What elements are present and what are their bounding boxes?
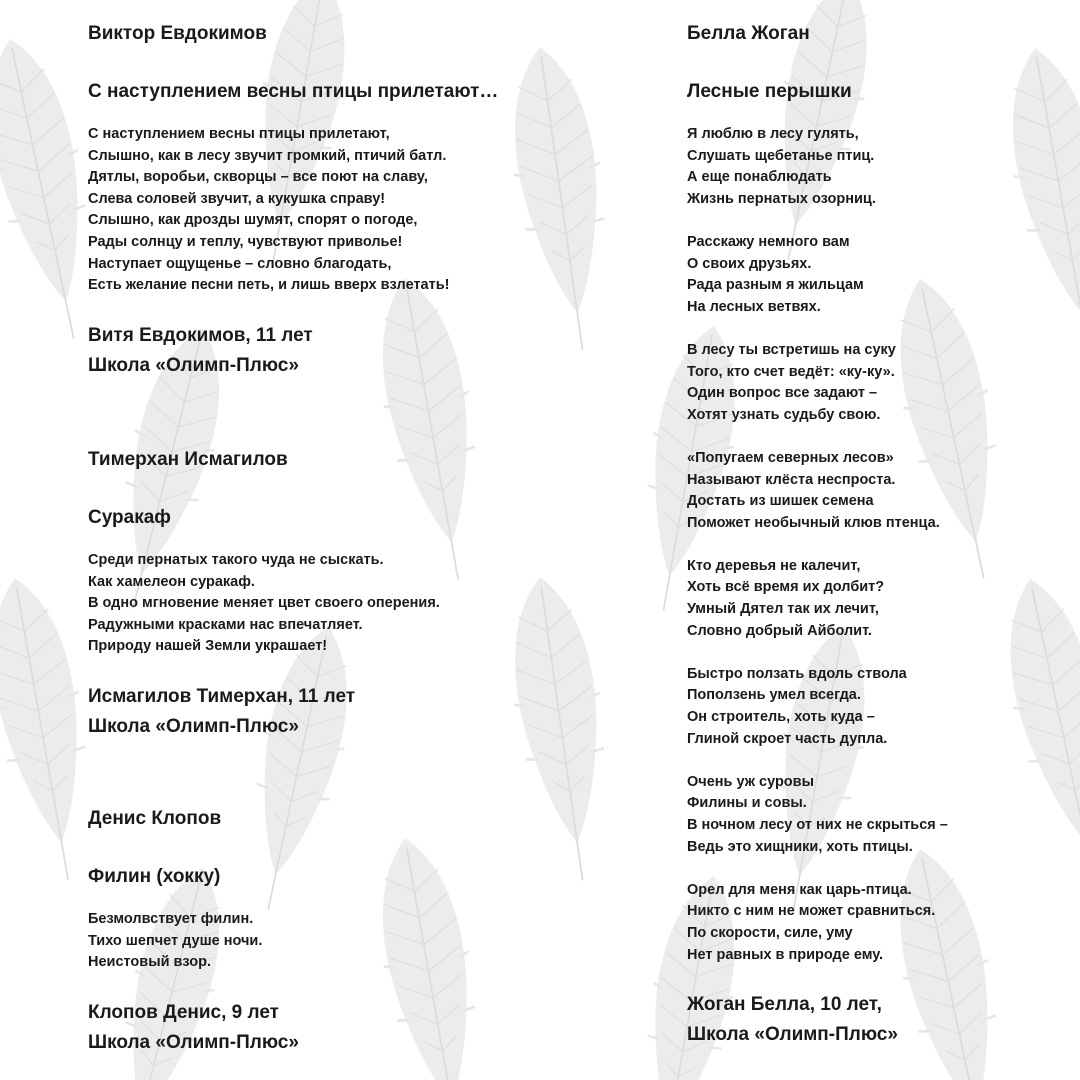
poem-signature xyxy=(687,990,1067,1050)
poem-author: Тимерхан Исмагилов xyxy=(88,449,288,470)
poem-line: Поползень умел всегда. xyxy=(687,687,861,704)
poem-line: Природу нашей Земли украшает! xyxy=(88,638,328,655)
poem-line: Орел для меня как царь-птица. xyxy=(687,881,912,898)
poem-line: Хотят узнать судьбу свою. xyxy=(687,406,881,423)
poem-line: Нет равных в природе ему. xyxy=(687,946,884,963)
poem-line: Умный Дятел так их лечит, xyxy=(687,601,879,618)
poem-stanza xyxy=(687,340,1067,426)
poem-stanzas xyxy=(687,124,1067,966)
poem-line: Очень уж суровы xyxy=(687,773,814,790)
poem-line: Никто с ним не может сравниться. xyxy=(687,903,936,920)
poem-evdokimov xyxy=(88,22,608,381)
poem-line: Того, кто счет ведёт: «ку-ку». xyxy=(687,363,895,380)
poem-lines xyxy=(88,124,608,297)
poem-line: С наступлением весны птицы прилетают, xyxy=(88,126,390,142)
poem-line: Быстро ползать вдоль ствола xyxy=(687,665,907,682)
poem-line: Слушать щебетанье птиц. xyxy=(687,147,875,164)
poem-stanza xyxy=(687,664,1067,750)
signature-school: Школа «Олимп-Плюс» xyxy=(88,354,299,376)
poem-title: Лесные перышки xyxy=(687,81,852,102)
poem-line: Тихо шепчет душе ночи. xyxy=(88,932,263,949)
poem-line: Я люблю в лесу гулять, xyxy=(687,126,859,142)
signature-name: Исмагилов Тимерхан, 11 лет xyxy=(88,685,356,707)
poem-line: Один вопрос все задают – xyxy=(687,385,878,402)
poem-line: Поможет необычный клюв птенца. xyxy=(687,514,940,531)
poem-stanza xyxy=(687,880,1067,966)
poem-title: С наступлением весны птицы прилетают… xyxy=(88,81,499,102)
poem-line: Ведь это хищники, хоть птицы. xyxy=(687,838,913,855)
poem-signature xyxy=(88,998,608,1058)
poem-author: Виктор Евдокимов xyxy=(88,23,267,44)
poem-line: Кто деревья не калечит, xyxy=(687,557,861,574)
poem-stanza xyxy=(687,556,1067,642)
poem-line: По скорости, силе, уму xyxy=(687,924,853,941)
poem-zhogan xyxy=(687,22,1067,1050)
poem-stanza xyxy=(687,232,1067,318)
poem-line: На лесных ветвях. xyxy=(687,298,821,315)
poem-line: Словно добрый Айболит. xyxy=(687,622,872,639)
poem-line: В лесу ты встретишь на суку xyxy=(687,341,896,358)
signature-school: Школа «Олимп-Плюс» xyxy=(88,715,299,737)
poem-stanza xyxy=(687,772,1067,858)
poem-klopov xyxy=(88,807,608,1058)
poem-line: «Попугаем северных лесов» xyxy=(687,449,894,466)
poem-line: Расскажу немного вам xyxy=(687,233,850,250)
poem-line: Рада разным я жильцам xyxy=(687,277,864,294)
poem-line: Называют клёста неспроста. xyxy=(687,471,896,488)
poem-lines xyxy=(88,909,608,974)
poem-lines xyxy=(88,550,608,658)
poem-line: О своих друзьях. xyxy=(687,255,812,272)
signature-school: Школа «Олимп-Плюс» xyxy=(88,1031,299,1053)
poem-line: Слышно, как в лесу звучит громкий, птичий батл. xyxy=(88,147,447,164)
poem-line: В одно мгновение меняет цвет своего оперения. xyxy=(88,595,440,612)
signature-name: Жоган Белла, 10 лет, xyxy=(687,994,882,1016)
poem-title: Филин (хокку) xyxy=(88,866,221,887)
poem-line: Неистовый взор. xyxy=(88,954,212,971)
poem-line: Глиной скроет часть дупла. xyxy=(687,730,888,747)
poem-author: Денис Клопов xyxy=(88,808,222,829)
signature-name: Клопов Денис, 9 лет xyxy=(88,1001,279,1023)
poem-line: А еще понаблюдать xyxy=(687,169,832,186)
poem-stanza xyxy=(687,448,1067,534)
poem-line: Слева соловей звучит, а кукушка справу! xyxy=(88,190,386,207)
poem-line: Слышно, как дрозды шумят, спорят о погоде, xyxy=(88,212,418,229)
poem-line: В ночном лесу от них не скрыться – xyxy=(687,817,948,833)
poem-stanza xyxy=(687,124,1067,210)
poem-line: Филины и совы. xyxy=(687,795,807,812)
poem-title: Суракаф xyxy=(88,507,171,528)
signature-school: Школа «Олимп-Плюс» xyxy=(687,1024,898,1046)
poem-signature xyxy=(88,682,608,742)
poem-line: Радужными красками нас впечатляет. xyxy=(88,616,363,633)
poem-line: Рады солнцу и теплу, чувствуют приволье! xyxy=(88,233,403,250)
poem-signature xyxy=(88,321,608,381)
poem-line: Как хамелеон суракаф. xyxy=(88,573,255,590)
poem-line: Хоть всё время их долбит? xyxy=(687,579,885,596)
poem-line: Жизнь пернатых озорниц. xyxy=(687,190,876,207)
poem-line: Он строитель, хоть куда – xyxy=(687,709,875,726)
poem-line: Достать из шишек семена xyxy=(687,493,874,510)
poem-ismagilov xyxy=(88,448,608,742)
signature-name: Витя Евдокимов, 11 лет xyxy=(88,324,313,346)
poem-line: Безмолвствует филин. xyxy=(88,911,254,927)
poem-line: Наступает ощущенье – словно благодать, xyxy=(88,255,392,272)
poem-line: Есть желание песни петь, и лишь вверх взлетать! xyxy=(88,277,450,294)
poem-line: Среди пернатых такого чуда не сыскать. xyxy=(88,552,384,568)
poem-author: Белла Жоган xyxy=(687,23,810,44)
poem-line: Дятлы, воробьи, скворцы – все поют на славу, xyxy=(88,169,428,186)
